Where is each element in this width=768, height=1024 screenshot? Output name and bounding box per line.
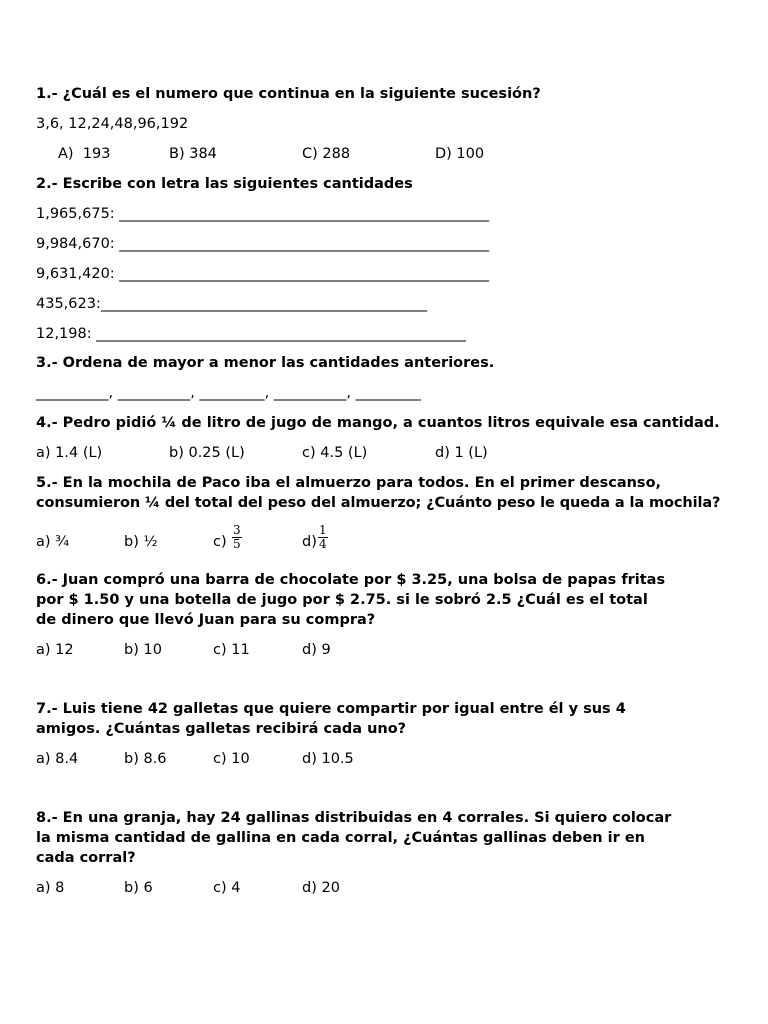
q5-fraction-three-fifths: [232, 524, 242, 551]
q5-option-a: a) ¾: [36, 534, 70, 550]
fraction-numerator: 3: [233, 523, 241, 537]
question-5-title-line-1: 5.- En la mochila de Paco iba el almuerzo para todos. En el primer descanso,: [36, 475, 662, 491]
q2-answer-line-3: 9,631,420: ___________________________________________________: [36, 266, 490, 282]
q6-option-c: c) 11: [213, 642, 250, 658]
q8-option-a: a) 8: [36, 880, 65, 896]
q5-option-b: b) ½: [124, 534, 158, 550]
question-8-title-line-1: 8.- En una granja, hay 24 gallinas distribuidas en 4 corrales. Si quiero colocar: [36, 810, 672, 826]
q4-option-d: d) 1 (L): [435, 445, 488, 461]
q6-option-d: d) 9: [302, 642, 331, 658]
q5-fraction-one-quarter: [318, 524, 328, 551]
q7-option-a: a) 8.4: [36, 751, 79, 767]
q8-option-d: d) 20: [302, 880, 340, 896]
q6-option-b: b) 10: [124, 642, 162, 658]
q7-option-d: d) 10.5: [302, 751, 354, 767]
q7-option-b: b) 8.6: [124, 751, 167, 767]
q1-option-c: C) 288: [302, 146, 351, 162]
q1-option-b: B) 384: [169, 146, 217, 162]
question-1-title: 1.- ¿Cuál es el numero que continua en la siguiente sucesión?: [36, 86, 541, 102]
question-8-title-line-3: cada corral?: [36, 850, 136, 866]
question-6-title-line-1: 6.- Juan compró una barra de chocolate por $ 3.25, una bolsa de papas fritas: [36, 572, 666, 588]
q8-option-b: b) 6: [124, 880, 153, 896]
q2-answer-line-4: 435,623:_____________________________________________: [36, 296, 428, 312]
question-4-title: 4.- Pedro pidió ¼ de litro de jugo de mango, a cuantos litros equivale esa cantidad.: [36, 415, 720, 431]
q4-option-c: c) 4.5 (L): [302, 445, 368, 461]
question-1-sequence: 3,6, 12,24,48,96,192: [36, 116, 189, 132]
fraction-numerator: 1: [319, 523, 327, 537]
q5-option-d: d): [302, 534, 317, 550]
fraction-denominator: 5: [233, 537, 241, 551]
q1-option-d: D) 100: [435, 146, 485, 162]
q6-option-a: a) 12: [36, 642, 74, 658]
q4-option-a: a) 1.4 (L): [36, 445, 103, 461]
q5-option-c: c): [213, 534, 227, 550]
question-7-title-line-2: amigos. ¿Cuántas galletas recibirá cada uno?: [36, 721, 407, 737]
question-5-title-line-2: consumieron ¼ del total del peso del almuerzo; ¿Cuánto peso le queda a la mochila?: [36, 495, 721, 511]
fraction-denominator: 4: [319, 537, 327, 551]
question-8-title-line-2: la misma cantidad de gallina en cada corral, ¿Cuántas gallinas deben ir en: [36, 830, 645, 846]
question-6-title-line-3: de dinero que llevó Juan para su compra?: [36, 612, 376, 628]
q2-answer-line-2: 9,984,670: ___________________________________________________: [36, 236, 490, 252]
q4-option-b: b) 0.25 (L): [169, 445, 245, 461]
question-6-title-line-2: por $ 1.50 y una botella de jugo por $ 2.75. si le sobró 2.5 ¿Cuál es el total: [36, 592, 648, 608]
q3-answer-blanks: __________, __________, _________, __________, _________: [36, 385, 421, 401]
q8-option-c: c) 4: [213, 880, 241, 896]
question-3-title: 3.- Ordena de mayor a menor las cantidades anteriores.: [36, 355, 495, 371]
question-7-title-line-1: 7.- Luis tiene 42 galletas que quiere compartir por igual entre él y sus 4: [36, 701, 626, 717]
q7-option-c: c) 10: [213, 751, 250, 767]
question-2-title: 2.- Escribe con letra las siguientes cantidades: [36, 176, 413, 192]
q1-option-a: A) 193: [58, 146, 111, 162]
q2-answer-line-5: 12,198: ___________________________________________________: [36, 326, 466, 342]
q2-answer-line-1: 1,965,675: ___________________________________________________: [36, 206, 490, 222]
